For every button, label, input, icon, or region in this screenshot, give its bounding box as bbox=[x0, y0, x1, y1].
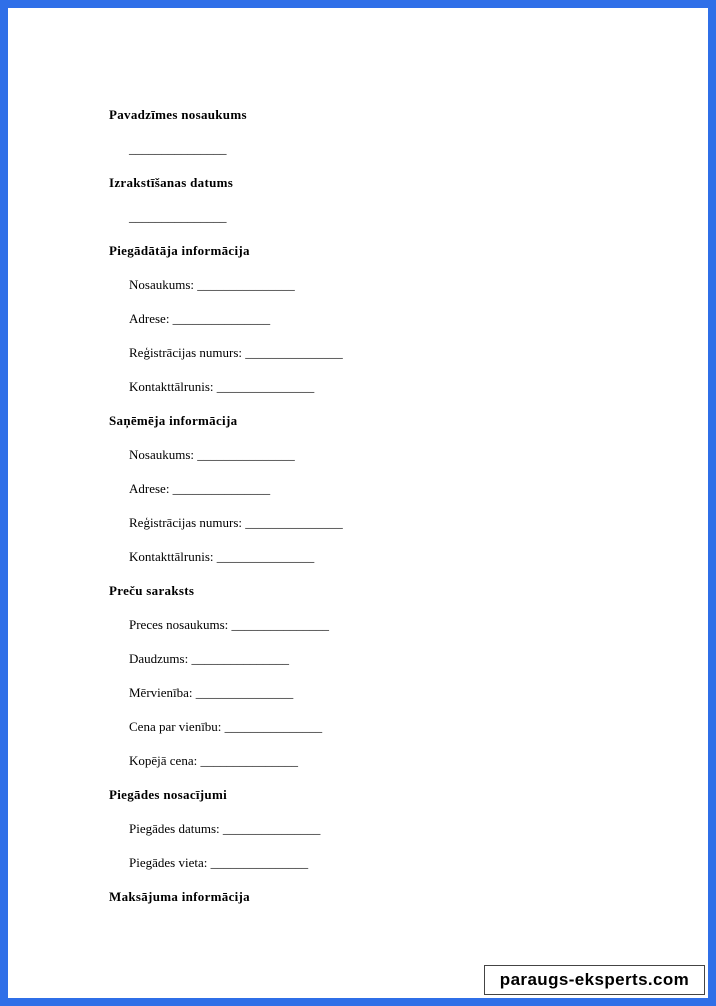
field-line: Piegādes vieta: _______________ bbox=[129, 855, 309, 870]
document-body bbox=[109, 98, 669, 914]
field-line: Adrese: _______________ bbox=[129, 481, 271, 496]
section-heading: Piegādātāja informācija bbox=[109, 243, 250, 258]
field-line: Reģistrācijas numurs: _______________ bbox=[129, 515, 343, 530]
field-line: Preces nosaukums: _______________ bbox=[129, 617, 330, 632]
section-heading: Izrakstīšanas datums bbox=[109, 175, 234, 190]
section-heading: Piegādes nosacījumi bbox=[109, 787, 228, 802]
field-line: Piegādes datums: _______________ bbox=[129, 821, 321, 836]
section-heading: Saņēmēja informācija bbox=[109, 413, 238, 428]
field-line: Nosaukums: _______________ bbox=[129, 277, 295, 292]
watermark-link[interactable]: paraugs-eksperts.com bbox=[484, 965, 705, 995]
field-line: Kontakttālrunis: _______________ bbox=[129, 549, 315, 564]
field-line: _______________ bbox=[129, 209, 227, 224]
field-line: Kopējā cena: _______________ bbox=[129, 753, 298, 768]
section-heading: Pavadzīmes nosaukums bbox=[109, 107, 247, 122]
field-line: Mērvienība: _______________ bbox=[129, 685, 294, 700]
field-line: Daudzums: _______________ bbox=[129, 651, 289, 666]
field-line: Adrese: _______________ bbox=[129, 311, 271, 326]
section-heading: Preču saraksts bbox=[109, 583, 195, 598]
field-line: Reģistrācijas numurs: _______________ bbox=[129, 345, 343, 360]
field-line: Cena par vienību: _______________ bbox=[129, 719, 323, 734]
field-line: Nosaukums: _______________ bbox=[129, 447, 295, 462]
field-line: _______________ bbox=[129, 141, 227, 156]
field-line: Kontakttālrunis: _______________ bbox=[129, 379, 315, 394]
section-heading: Maksājuma informācija bbox=[109, 889, 250, 904]
